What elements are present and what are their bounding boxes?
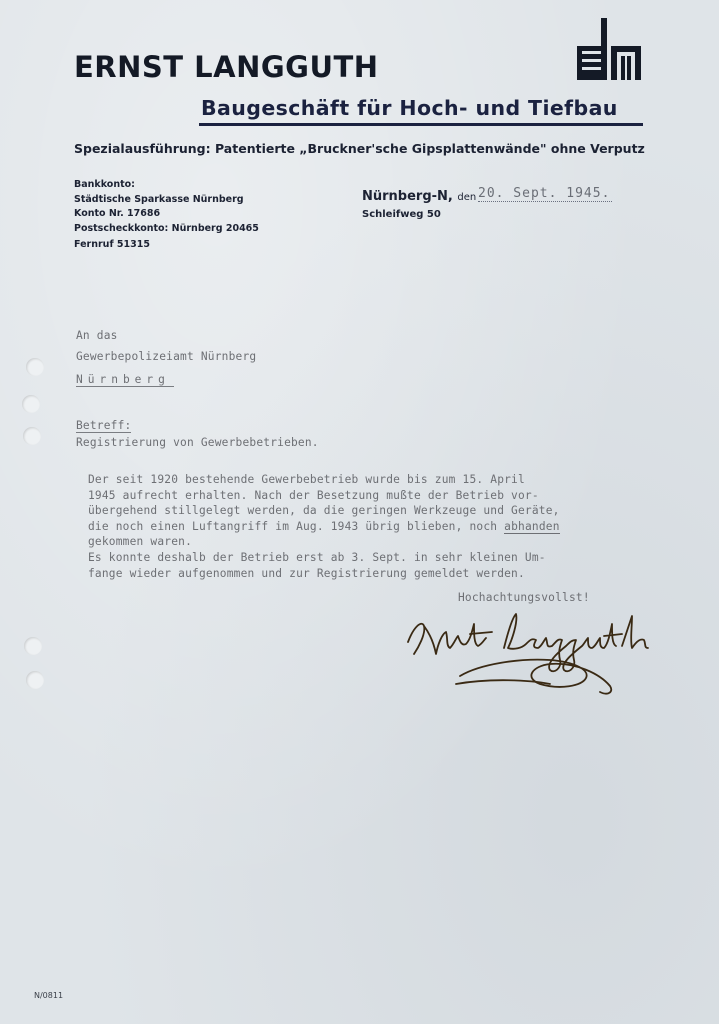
letterhead-rule: [199, 123, 643, 126]
bank-account: Konto Nr. 17686: [74, 208, 161, 219]
street-address: Schleifweg 50: [362, 209, 441, 220]
body-line: Es konnte deshalb der Betrieb erst ab 3. Sept. in sehr kleinen Um-: [88, 550, 546, 564]
body-line: Der seit 1920 bestehende Gewerbebetrieb wurde bis zum 15. April: [88, 473, 525, 486]
underlined-word: abhanden: [504, 519, 560, 533]
bank-details: [74, 178, 259, 253]
letter-body: [88, 472, 560, 581]
bank-name: Städtische Sparkasse Nürnberg: [74, 193, 244, 205]
recipient-line-1: An das: [76, 329, 118, 342]
phone-number: Fernruf 51315: [74, 239, 150, 250]
closing-salutation: Hochachtungsvollst!: [458, 591, 590, 604]
letter-date: 20. Sept. 1945.: [478, 186, 611, 201]
body-line: gekommen waren.: [88, 535, 193, 549]
company-specialty: Spezialausführung: Patentierte „Bruckner'sche Gipsplattenwände" ohne Verputz: [74, 141, 645, 156]
body-line: übergehend stillgelegt werden, da die geringen Werkzeuge und Geräte,: [88, 504, 560, 518]
handwritten-signature: [400, 604, 670, 704]
archive-code: N/0811: [34, 991, 64, 1000]
company-trade: Baugeschäft für Hoch- und Tiefbau: [201, 96, 618, 120]
bank-label: Bankkonto:: [74, 179, 135, 190]
recipient-line-2: Gewerbepolizeiamt Nürnberg: [76, 350, 257, 363]
body-line: fange wieder aufgenommen und zur Registrierung gemeldet werden.: [88, 566, 525, 580]
company-name: ERNST LANGGUTH: [74, 50, 379, 84]
subject-label: Betreff:: [76, 419, 132, 432]
postal-check-account: Postscheckkonto: Nürnberg 20465: [74, 222, 259, 234]
company-logo-icon: [575, 18, 645, 82]
date-prefix: den: [457, 192, 477, 203]
subject-text: Registrierung von Gewerbebetrieben.: [76, 436, 319, 449]
body-line: 1945 aufrecht erhalten. Nach der Besetzung mußte der Betrieb vor-: [88, 488, 539, 502]
body-line-text: die noch einen Luftangriff im Aug. 1943 übrig blieben, noch: [88, 519, 505, 533]
place-name: Nürnberg-N,: [362, 189, 453, 204]
recipient-city: Nürnberg: [76, 373, 174, 387]
place-line: [362, 189, 476, 204]
body-line: [88, 519, 560, 535]
